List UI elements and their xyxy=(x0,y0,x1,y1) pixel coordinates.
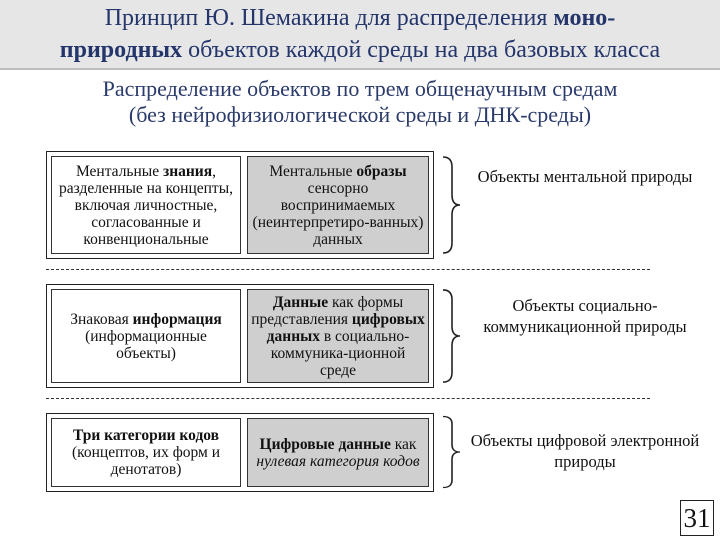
subtitle-line-1: Распределение объектов по трем общенаучным средам xyxy=(102,76,618,101)
row-3-right-cell: Цифровые данные как нулевая категория кодов xyxy=(247,418,429,487)
header-bold-text: моно- xyxy=(553,5,616,31)
row-2-object-label: Объекты социально-коммуникационной природы xyxy=(483,296,687,336)
row-1-left-cell: Ментальные знания, разделенные на концепты, включая личностные, согласованные и конвенциональные xyxy=(51,156,241,254)
row-3-boxes xyxy=(46,413,434,492)
row-1-boxes xyxy=(46,151,434,259)
row-3-left-cell: Три категории кодов (концептов, их форм и денотатов) xyxy=(51,418,241,487)
page-number: 31 xyxy=(680,500,714,536)
row-2-boxes xyxy=(46,284,434,388)
divider-line xyxy=(46,398,650,399)
header-text: объектов каждой среды на два базовых класса xyxy=(182,37,661,63)
subtitle-line-2: (без нейрофизиологической среды и ДНК-среды) xyxy=(128,102,592,127)
slide-header xyxy=(0,0,720,70)
header-line-1 xyxy=(0,4,720,32)
row-2-left-cell: Знаковая информация (информационные объекты) xyxy=(51,289,241,383)
row-1-right-cell: Ментальные образы сенсорно воспринимаемых (неинтерпретиро-ванных) данных xyxy=(247,156,429,254)
header-bold-text: природных xyxy=(59,37,183,63)
header-text: Принцип Ю. Шемакина для распределения xyxy=(104,5,554,31)
brace-icon xyxy=(440,415,462,489)
divider-line xyxy=(46,269,650,270)
header-line-2 xyxy=(0,36,720,64)
row-1-object-label: Объекты ментальной природы xyxy=(477,167,693,186)
brace-icon xyxy=(440,288,462,384)
row-3-object-label: Объекты цифровой электронной природы xyxy=(470,431,700,471)
row-2-right-cell: Данные как формы представления цифровых данных в социально-коммуника-ционной среде xyxy=(247,289,429,383)
brace-icon xyxy=(440,155,462,255)
